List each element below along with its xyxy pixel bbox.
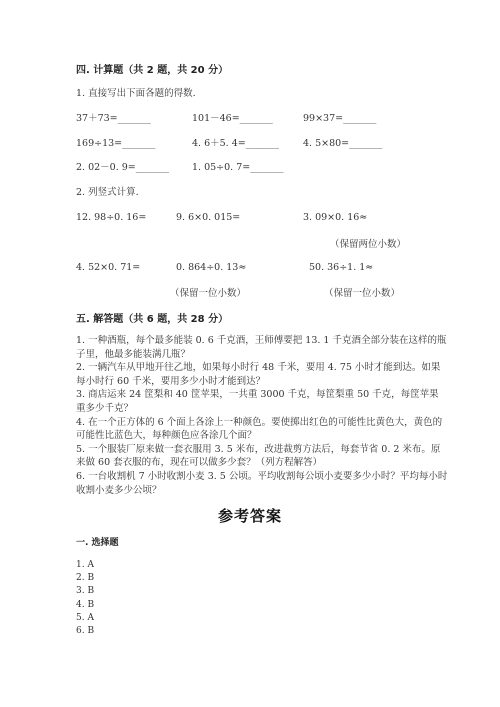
vertical-calc-item: 4. 52×0. 71=: [76, 262, 141, 273]
calc-item: 4. 6＋5. 4=_______: [192, 138, 279, 149]
calc-item: 2. 02－0. 9=_______: [76, 162, 170, 173]
answer-item: 2. B: [76, 573, 95, 584]
word-problem: 1. 一种酒瓶，每个最多能装 0. 6 千克酒，王师傅要把 13. 1 千克酒全部分装在这样的瓶子里，他最多能装满几瓶？: [76, 335, 447, 360]
answer-list: [76, 559, 94, 638]
q2-prompt: 2. 列竖式计算.: [76, 187, 139, 198]
word-problem: 2. 一辆汽车从甲地开往乙地，如果每小时行 48 千米，要用 4. 75 小时才能到达。如果每小时行 60 千米，要用多少小时才能到达？: [76, 362, 441, 387]
calc-item: 1. 05÷0. 7=_______: [192, 162, 284, 173]
calc-item: 99×37=_______: [303, 113, 377, 124]
section-5-title: 五. 解答题（共 6 题，共 28 分）: [76, 314, 229, 325]
calc-item: 37＋73=_______: [76, 113, 151, 124]
rounding-note: （保留一位小数）: [324, 288, 401, 299]
calc-item: 4. 5×80=_______: [303, 138, 383, 149]
answer-item: 4. B: [76, 599, 95, 610]
vertical-calc-item: 12. 98÷0. 16=: [76, 212, 147, 223]
word-problem: 4. 在一个正方体的 6 个面上各涂上一种颜色。要使掷出红色的可能性比黄色大，黄色的可能性比蓝色大，每种颜色应各涂几个面？: [76, 416, 443, 442]
answer-item: 3. B: [76, 586, 95, 597]
answers-heading: 参考答案: [217, 507, 282, 525]
calc-item: 169÷13=_______: [76, 138, 156, 149]
vertical-calc-item: 0. 864÷0. 13≈: [176, 262, 247, 273]
vertical-calc-item: 50. 36÷1. 1≈: [309, 262, 374, 273]
answers-subtitle: 一. 选择题: [76, 538, 119, 548]
answer-item: 5. A: [76, 612, 94, 623]
word-problem: 6. 一台收割机 7 小时收割小麦 3. 5 公顷。平均收割每公顷小麦要多少小时？平均每小时收割小麦多少公顷？: [76, 470, 448, 496]
answer-item: 1. A: [76, 560, 94, 570]
word-problems: [76, 334, 450, 497]
rounding-note: （保留一位小数）: [170, 288, 247, 299]
section-4-title: 四. 计算题（共 2 题，共 20 分）: [76, 65, 229, 76]
vertical-calc-item: 3. 09×0. 16≈: [303, 212, 368, 223]
word-problem: 3. 商店运来 24 筐梨和 40 筐苹果，一共重 3000 千克，每筐梨重 50 千克，每筐苹果重多少千克？: [76, 389, 439, 414]
q1-prompt: 1. 直接写出下面各题的得数.: [76, 88, 196, 99]
calc-item: 101－46=_______: [192, 113, 273, 124]
vertical-calc-item: 9. 6×0. 015=: [176, 212, 241, 223]
answer-item: 6. B: [76, 626, 95, 637]
word-problem: 5. 一个服装厂原来做一套衣服用 3. 5 米布，改进裁剪方法后，每套节省 0. 2 米布。原来做 60 套衣服的布，现在可以做多少套？（列方程解答）: [76, 443, 441, 469]
rounding-note: （保留两位小数）: [330, 239, 407, 250]
